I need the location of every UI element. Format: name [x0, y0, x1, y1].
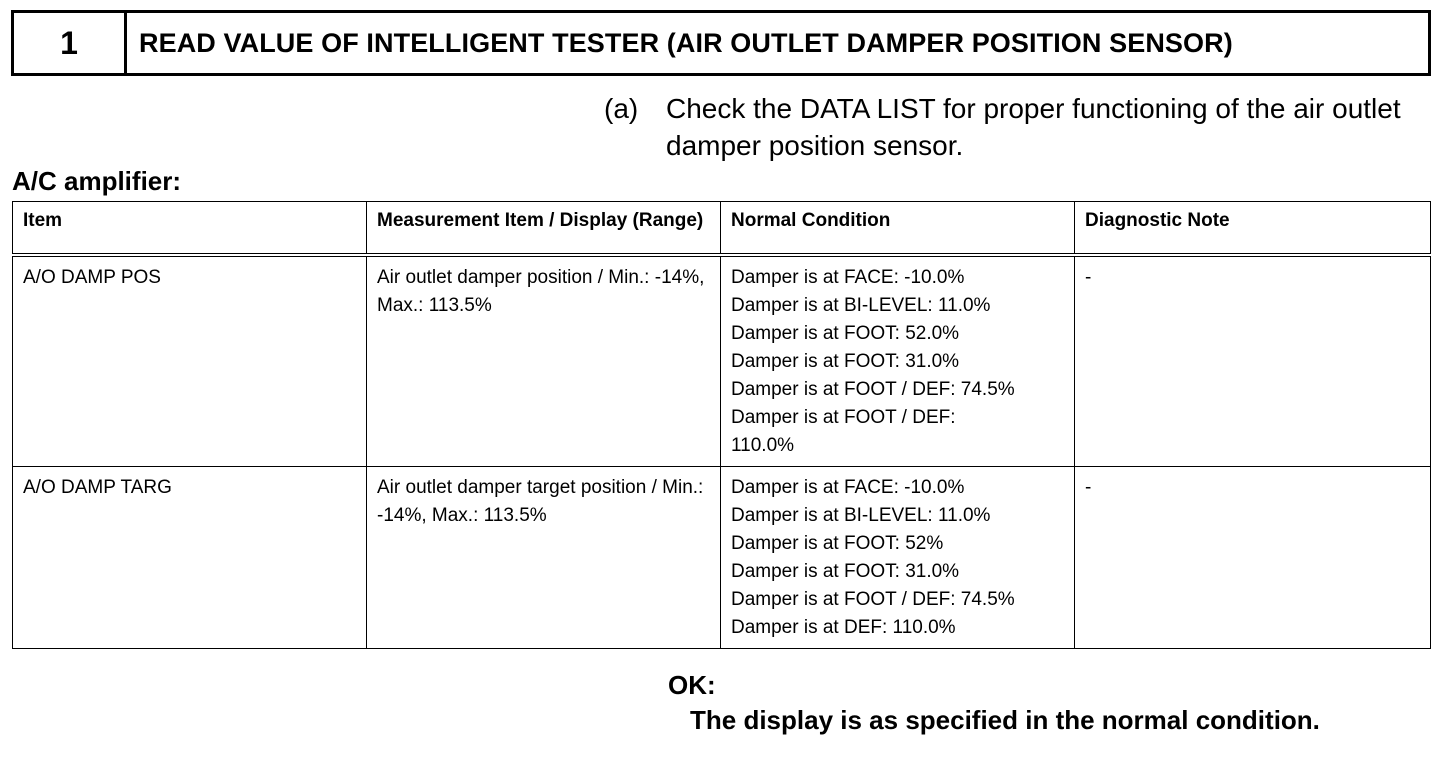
step-number: 1 [14, 13, 127, 73]
cell-item: A/O DAMP POS [13, 255, 367, 467]
condition-line: Damper is at FACE: -10.0% [731, 266, 965, 288]
cell-normal-condition [721, 255, 1075, 467]
ok-label: OK: [668, 670, 716, 700]
section-label: A/C amplifier: [12, 166, 182, 196]
cell-diagnostic-note: - [1075, 255, 1431, 467]
cell-item: A/O DAMP TARG [13, 466, 367, 648]
cell-measurement: Air outlet damper position / Min.: -14%, Max.: 113.5% [367, 255, 721, 467]
instruction-text: Check the DATA LIST for proper functioning of the air outlet damper position sensor. [666, 93, 1401, 161]
table-header-row [13, 202, 1431, 255]
instruction-marker: (a) [604, 93, 639, 124]
table-row [13, 466, 1431, 648]
step-title: READ VALUE OF INTELLIGENT TESTER (AIR OUTLET DAMPER POSITION SENSOR) [139, 27, 1233, 58]
header-measurement: Measurement Item / Display (Range) [367, 202, 721, 255]
data-list-table [12, 201, 1431, 649]
header-item: Item [13, 202, 367, 255]
condition-line: Damper is at DEF: 110.0% [731, 616, 956, 638]
condition-line: Damper is at FOOT / DEF: 74.5% [731, 378, 1015, 400]
condition-line: Damper is at BI-LEVEL: 11.0% [731, 504, 991, 526]
cell-measurement: Air outlet damper target position / Min.: -14%, Max.: 113.5% [367, 466, 721, 648]
condition-line: Damper is at FACE: -10.0% [731, 476, 965, 498]
condition-line: Damper is at FOOT / DEF: 74.5% [731, 588, 1015, 610]
condition-line: Damper is at FOOT: 52% [731, 532, 944, 554]
ok-text: The display is as specified in the normal condition. [690, 705, 1320, 735]
condition-line: Damper is at BI-LEVEL: 11.0% [731, 294, 991, 316]
step-header [11, 10, 1431, 76]
condition-line: Damper is at FOOT / DEF: 110.0% [731, 406, 956, 456]
condition-line: Damper is at FOOT: 31.0% [731, 560, 960, 582]
cell-diagnostic-note: - [1075, 466, 1431, 648]
instruction [604, 90, 1424, 164]
header-normal-condition: Normal Condition [721, 202, 1075, 255]
condition-line: Damper is at FOOT: 52.0% [731, 322, 960, 344]
condition-line: Damper is at FOOT: 31.0% [731, 350, 960, 372]
table-row [13, 255, 1431, 467]
cell-normal-condition [721, 466, 1075, 648]
header-diagnostic-note: Diagnostic Note [1075, 202, 1431, 255]
